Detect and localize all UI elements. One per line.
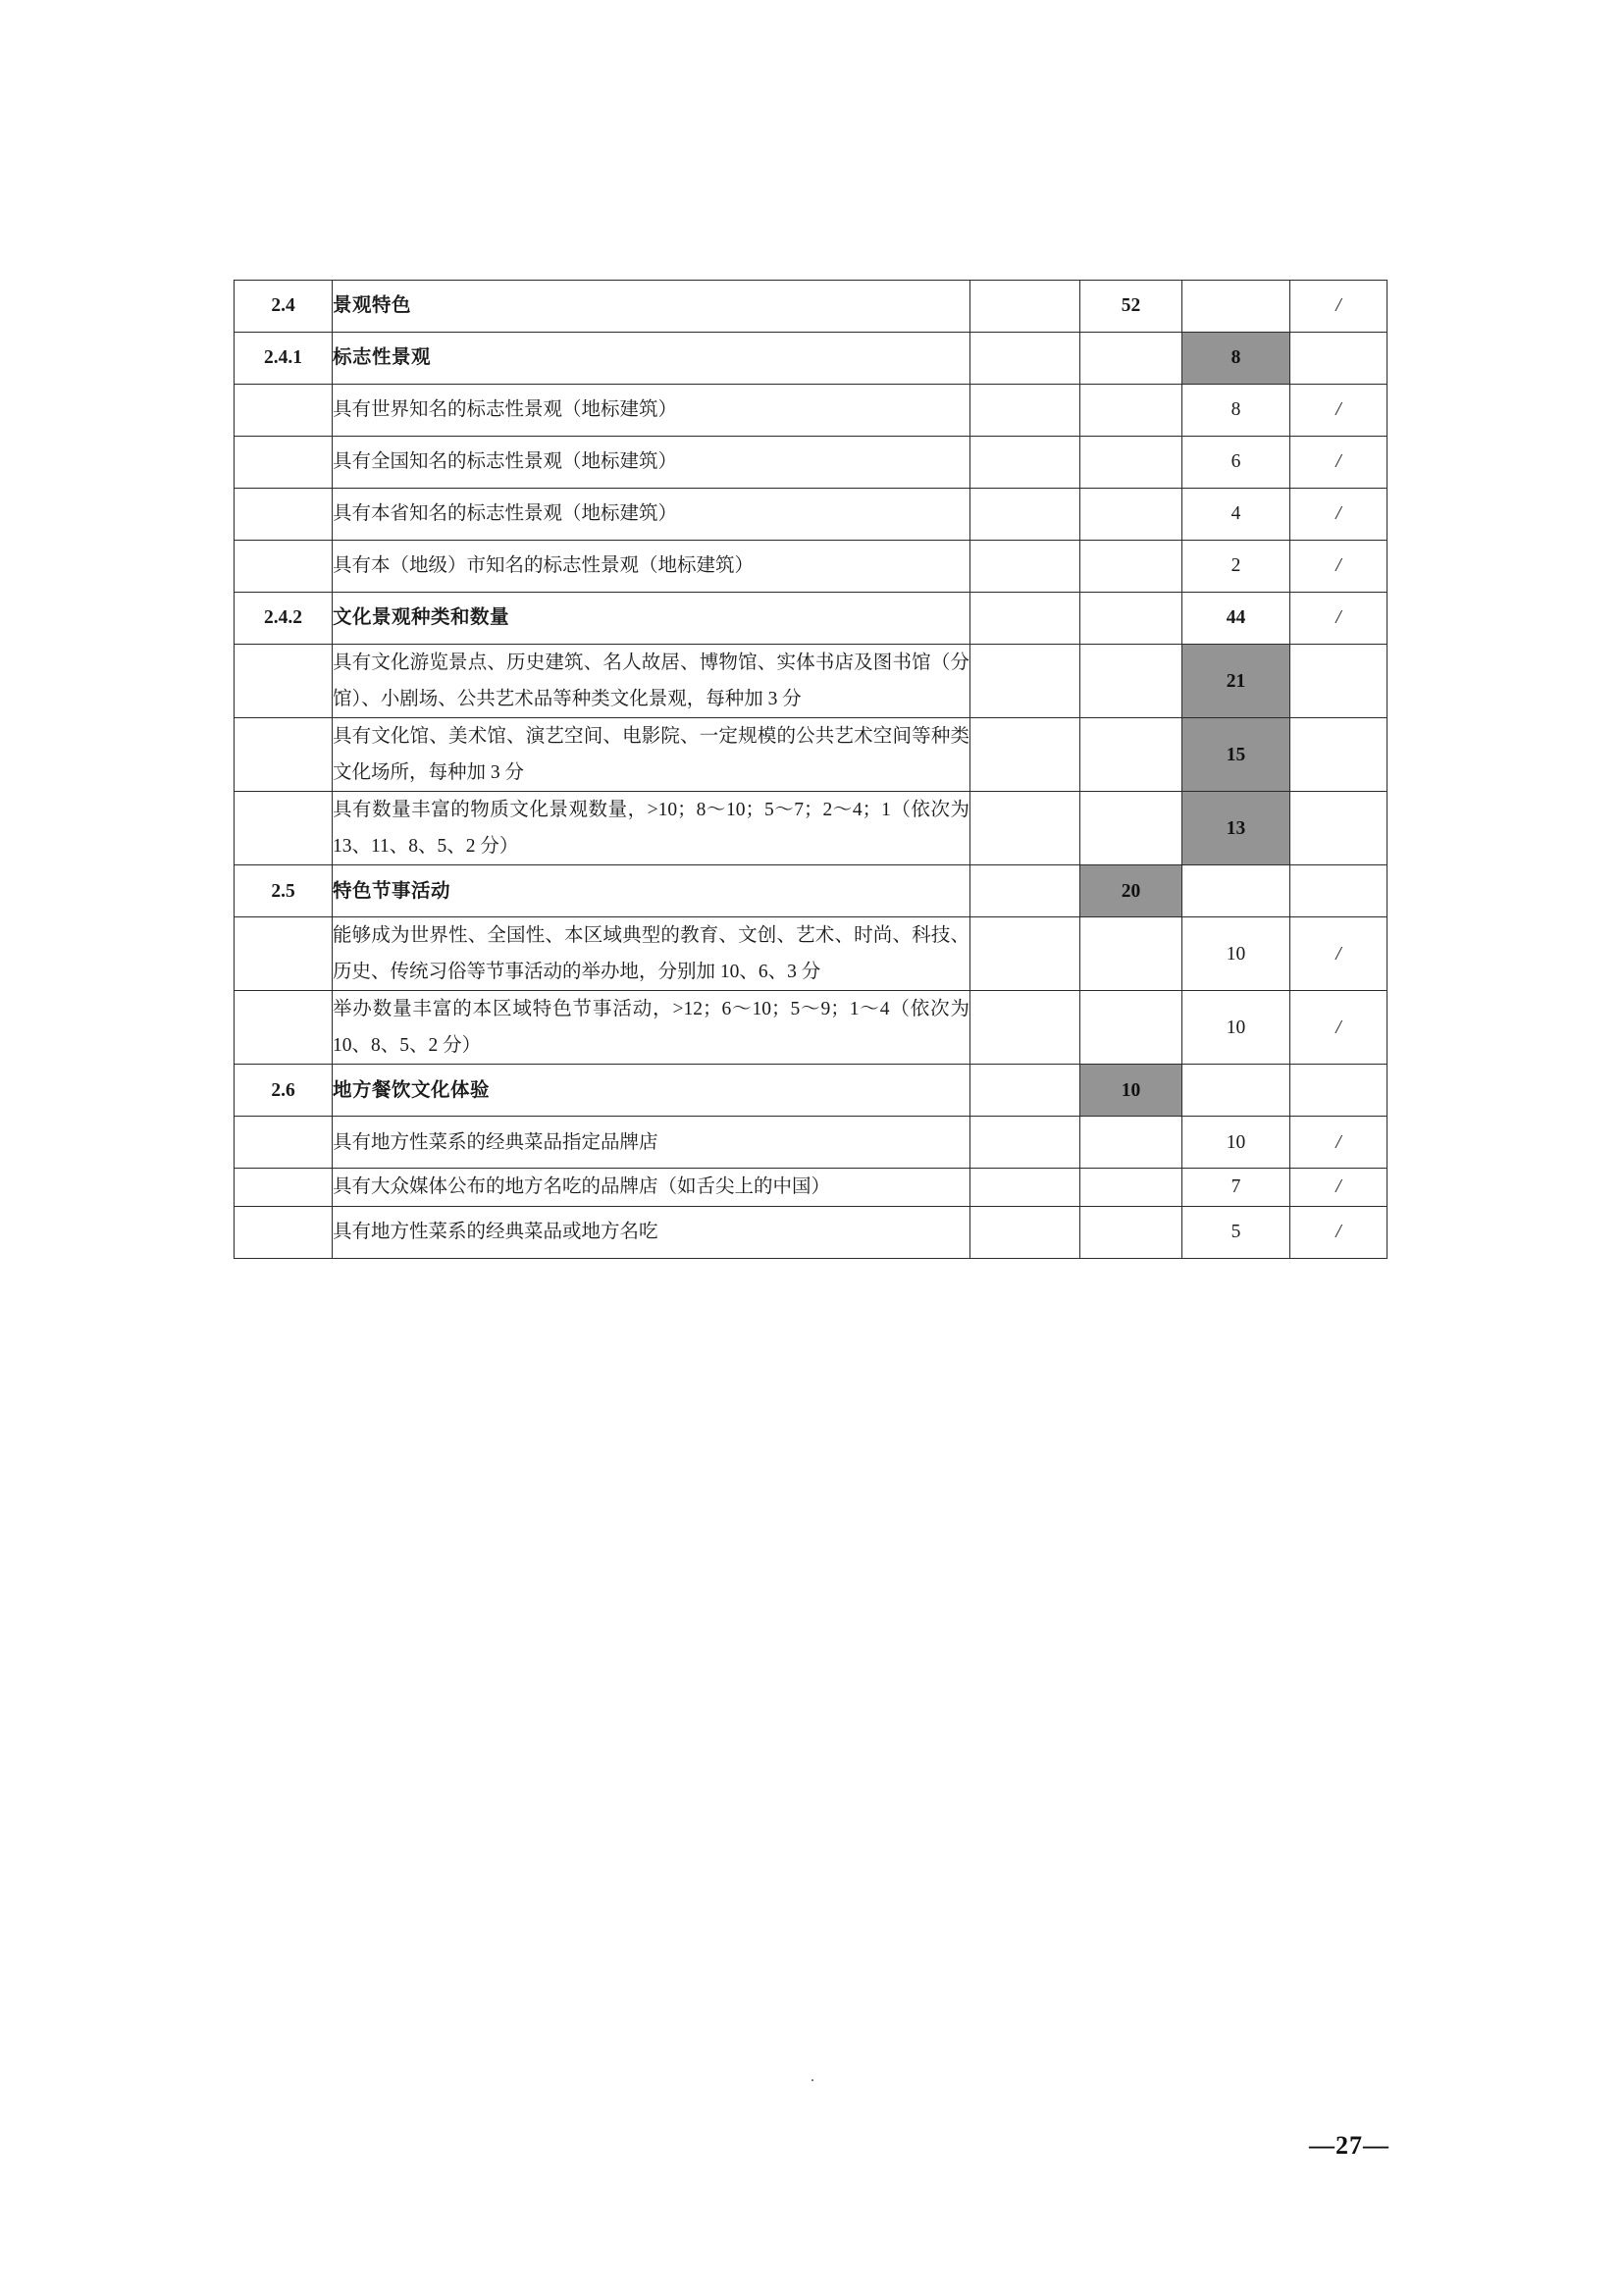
row-score-4: /: [1290, 593, 1387, 645]
row-score-1: [970, 1206, 1080, 1258]
row-code: [235, 991, 333, 1065]
row-score-2: [1080, 718, 1182, 792]
row-score-1: [970, 593, 1080, 645]
row-item: 举办数量丰富的本区域特色节事活动，>12；6～10；5～9；1～4（依次为 10、8、5、2 分）: [333, 991, 970, 1065]
table-body: [235, 281, 1387, 1259]
row-score-4: /: [1290, 1169, 1387, 1206]
row-score-2: 10: [1080, 1065, 1182, 1117]
row-score-2: [1080, 991, 1182, 1065]
row-score-3: 10: [1182, 991, 1290, 1065]
row-item: 具有本（地级）市知名的标志性景观（地标建筑）: [333, 541, 970, 593]
row-score-2: 52: [1080, 281, 1182, 333]
row-item: 具有地方性菜系的经典菜品或地方名吃: [333, 1206, 970, 1258]
row-code: [235, 917, 333, 991]
row-score-1: [970, 1169, 1080, 1206]
row-score-3: 6: [1182, 437, 1290, 489]
row-score-2: [1080, 333, 1182, 385]
row-score-4: /: [1290, 437, 1387, 489]
row-score-1: [970, 385, 1080, 437]
row-score-2: [1080, 1206, 1182, 1258]
row-code: 2.4: [235, 281, 333, 333]
row-score-2: [1080, 489, 1182, 541]
table-row: [235, 1117, 1387, 1169]
row-code: [235, 437, 333, 489]
row-score-1: [970, 541, 1080, 593]
row-item: 景观特色: [333, 281, 970, 333]
row-item: 地方餐饮文化体验: [333, 1065, 970, 1117]
row-score-3: 4: [1182, 489, 1290, 541]
row-code: 2.4.2: [235, 593, 333, 645]
row-score-3: 21: [1182, 645, 1290, 718]
row-score-4: /: [1290, 991, 1387, 1065]
row-score-1: [970, 1117, 1080, 1169]
row-score-1: [970, 489, 1080, 541]
row-item: 特色节事活动: [333, 865, 970, 917]
row-item: 文化景观种类和数量: [333, 593, 970, 645]
row-score-1: [970, 718, 1080, 792]
row-score-4: [1290, 1065, 1387, 1117]
row-item: 具有文化游览景点、历史建筑、名人故居、博物馆、实体书店及图书馆（分馆）、小剧场、公共艺术品等种类文化景观，每种加 3 分: [333, 645, 970, 718]
row-item: 标志性景观: [333, 333, 970, 385]
row-score-1: [970, 1065, 1080, 1117]
row-score-3: 5: [1182, 1206, 1290, 1258]
row-score-4: /: [1290, 281, 1387, 333]
table-row: [235, 437, 1387, 489]
table-row: [235, 1206, 1387, 1258]
row-score-3: 7: [1182, 1169, 1290, 1206]
row-score-3: 10: [1182, 1117, 1290, 1169]
row-score-3: [1182, 1065, 1290, 1117]
row-score-4: [1290, 645, 1387, 718]
row-score-4: /: [1290, 917, 1387, 991]
row-item: 具有大众媒体公布的地方名吃的品牌店（如舌尖上的中国）: [333, 1169, 970, 1206]
row-item: 具有地方性菜系的经典菜品指定品牌店: [333, 1117, 970, 1169]
table-row: [235, 865, 1387, 917]
row-score-3: 8: [1182, 333, 1290, 385]
table-row: [235, 1169, 1387, 1206]
row-score-3: 44: [1182, 593, 1290, 645]
row-item: 具有全国知名的标志性景观（地标建筑）: [333, 437, 970, 489]
row-code: [235, 489, 333, 541]
row-code: [235, 541, 333, 593]
row-item: 能够成为世界性、全国性、本区域典型的教育、文创、艺术、时尚、科技、历史、传统习俗等节事活动的举办地，分别加 10、6、3 分: [333, 917, 970, 991]
row-score-3: 15: [1182, 718, 1290, 792]
row-score-2: [1080, 645, 1182, 718]
row-score-4: /: [1290, 489, 1387, 541]
row-score-1: [970, 333, 1080, 385]
table-row: [235, 541, 1387, 593]
row-score-4: /: [1290, 541, 1387, 593]
row-item: 具有数量丰富的物质文化景观数量，>10；8～10；5～7；2～4；1（依次为 13、11、8、5、2 分）: [333, 792, 970, 865]
row-score-2: [1080, 917, 1182, 991]
row-score-2: 20: [1080, 865, 1182, 917]
row-score-4: /: [1290, 1117, 1387, 1169]
row-code: [235, 645, 333, 718]
table-row: [235, 792, 1387, 865]
table-row: [235, 281, 1387, 333]
row-score-1: [970, 865, 1080, 917]
row-score-4: /: [1290, 385, 1387, 437]
row-score-3: 10: [1182, 917, 1290, 991]
page-number: —27—: [1309, 2131, 1389, 2160]
row-score-4: [1290, 865, 1387, 917]
table-row: [235, 1065, 1387, 1117]
row-item: 具有文化馆、美术馆、演艺空间、电影院、一定规模的公共艺术空间等种类文化场所，每种加 3 分: [333, 718, 970, 792]
row-code: [235, 792, 333, 865]
row-score-2: [1080, 541, 1182, 593]
evaluation-criteria-table: [234, 280, 1387, 1259]
row-code: [235, 1169, 333, 1206]
table-row: [235, 593, 1387, 645]
row-item: 具有本省知名的标志性景观（地标建筑）: [333, 489, 970, 541]
row-score-1: [970, 991, 1080, 1065]
row-score-3: [1182, 865, 1290, 917]
row-score-4: [1290, 718, 1387, 792]
table-row: [235, 917, 1387, 991]
row-score-2: [1080, 593, 1182, 645]
row-code: [235, 385, 333, 437]
table-row: [235, 991, 1387, 1065]
table-row: [235, 385, 1387, 437]
row-score-2: [1080, 437, 1182, 489]
row-score-3: 13: [1182, 792, 1290, 865]
row-code: [235, 718, 333, 792]
row-score-2: [1080, 1169, 1182, 1206]
row-score-2: [1080, 792, 1182, 865]
row-score-3: 8: [1182, 385, 1290, 437]
row-code: 2.6: [235, 1065, 333, 1117]
row-score-3: 2: [1182, 541, 1290, 593]
table-row: [235, 645, 1387, 718]
row-score-4: [1290, 333, 1387, 385]
row-code: 2.5: [235, 865, 333, 917]
footer-mark: .: [811, 2068, 814, 2085]
row-item: 具有世界知名的标志性景观（地标建筑）: [333, 385, 970, 437]
row-score-1: [970, 917, 1080, 991]
row-score-3: [1182, 281, 1290, 333]
row-score-2: [1080, 385, 1182, 437]
row-score-1: [970, 437, 1080, 489]
row-score-1: [970, 792, 1080, 865]
table-row: [235, 333, 1387, 385]
row-code: [235, 1117, 333, 1169]
table-row: [235, 489, 1387, 541]
row-score-4: /: [1290, 1206, 1387, 1258]
row-score-4: [1290, 792, 1387, 865]
row-score-2: [1080, 1117, 1182, 1169]
table-row: [235, 718, 1387, 792]
row-score-1: [970, 645, 1080, 718]
row-code: 2.4.1: [235, 333, 333, 385]
row-score-1: [970, 281, 1080, 333]
row-code: [235, 1206, 333, 1258]
